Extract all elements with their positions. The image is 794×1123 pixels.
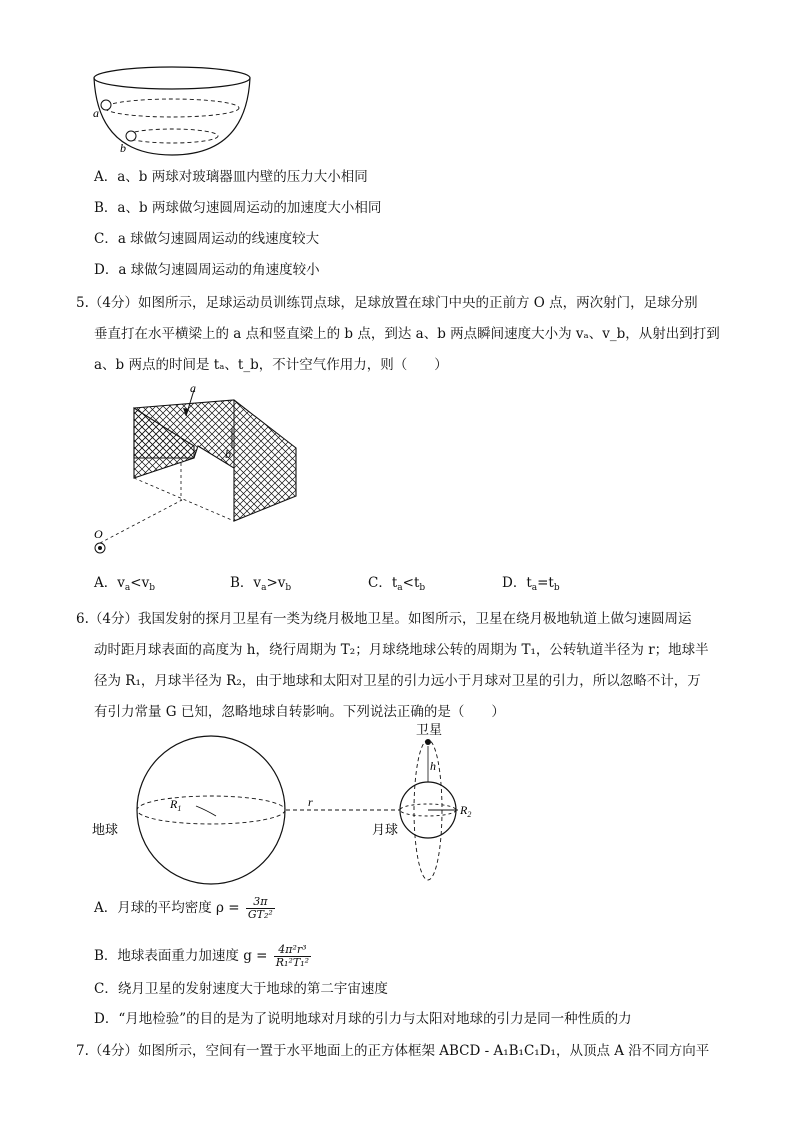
- label-moon: 月球: [372, 823, 399, 838]
- label-a: a: [93, 106, 99, 120]
- q5-option-d: D．$t_a=t_b$: [502, 575, 560, 593]
- label-satellite: 卫星: [416, 723, 443, 738]
- q5-stem-line3: a、b 两点的时间是 tₐ、t_b，不计空气作用力，则（ ）: [94, 357, 448, 373]
- q4-option-b: B．a、b 两球做匀速圆周运动的加速度大小相同: [94, 200, 382, 216]
- q6-option-b: B．地球表面重力加速度 g = $\frac{\text{4π²r³}}{\text{R₁²T₁²}}$: [94, 943, 310, 969]
- q4-option-d: D．a 球做匀速圆周运动的角速度较小: [94, 262, 320, 278]
- earth-moon-figure: [86, 718, 506, 888]
- q6-stem-line3: 径为 R₁，月球半径为 R₂，由于地球和太阳对卫星的引力远小于月球对卫星的引力，所以忽略不计，万: [94, 673, 701, 689]
- label-earth: 地球: [92, 823, 119, 838]
- q4-option-a: A．a、b 两球对玻璃器皿内壁的压力大小相同: [94, 169, 368, 185]
- gravity-formula: $\frac{\text{4π²r³}}{\text{R₁²T₁²}}$: [275, 943, 310, 969]
- label-R1: $R_1$: [170, 797, 182, 813]
- q6-option-c: C．绕月卫星的发射速度大于地球的第二宇宙速度: [94, 981, 388, 997]
- q6-stem-line2: 动时距月球表面的高度为 h，绕行周期为 T₂；月球绕地球公转的周期为 T₁，公转轨道半径为 r；地球半: [94, 642, 709, 658]
- goal-label-b: b: [225, 447, 231, 461]
- bowl-figure: [80, 60, 270, 160]
- label-R2: $R_2$: [460, 803, 472, 819]
- q6-option-a: A．月球的平均密度 ρ = $\frac{3\pi}{\text{GT₂²}}$: [94, 895, 273, 921]
- q6-stem-line1: 6.（4分）我国发射的探月卫星有一类为绕月极地卫星。如图所示，卫星在绕月极地轨道上做匀速圆周运: [76, 611, 692, 627]
- goal-label-O: O: [94, 527, 103, 541]
- label-b: b: [120, 141, 126, 155]
- q5-option-b: B．$v_a>v_b$: [230, 575, 292, 593]
- label-h: h: [430, 759, 436, 773]
- goal-label-a: a: [190, 381, 196, 395]
- q5-option-c: C．$t_a<t_b$: [368, 575, 426, 593]
- q5-stem-line2: 垂直打在水平横梁上的 a 点和竖直梁上的 b 点，到达 a、b 两点瞬间速度大小为 vₐ、v_b，从射出到打到: [94, 326, 720, 342]
- density-formula: $\frac{3\pi}{\text{GT₂²}}$: [247, 895, 273, 921]
- q5-stem-line1: 5.（4分）如图所示，足球运动员训练罚点球，足球放置在球门中央的正前方 O 点，两次射门，足球分别: [76, 295, 698, 311]
- label-r: r: [308, 795, 313, 809]
- q6-stem-line4: 有引力常量 G 已知，忽略地球自转影响。下列说法正确的是（ ）: [94, 704, 505, 720]
- q5-option-a: A．$v_a<v_b$: [94, 575, 155, 593]
- q6-option-d: D．“月地检验”的目的是为了说明地球对月球的引力与太阳对地球的引力是同一种性质的力: [94, 1011, 632, 1027]
- goal-figure: [86, 378, 316, 568]
- q7-stem-line1: 7.（4分）如图所示，空间有一置于水平地面上的正方体框架 ABCD - A₁B₁C₁D₁，从顶点 A 沿不同方向平: [76, 1043, 710, 1059]
- q4-option-c: C．a 球做匀速圆周运动的线速度较大: [94, 231, 320, 247]
